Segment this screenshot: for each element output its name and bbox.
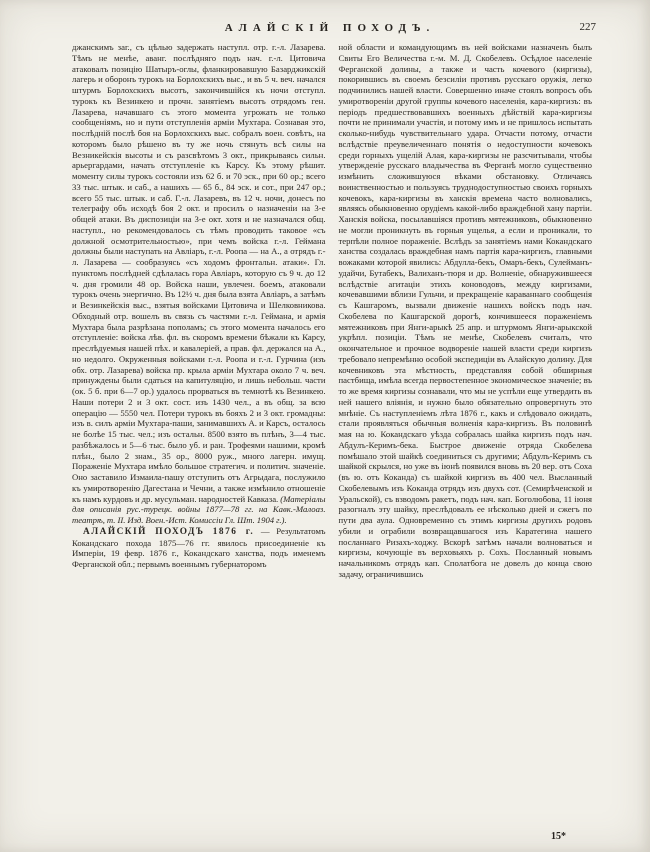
left-column: [72, 42, 326, 834]
signature-mark: 15*: [551, 831, 566, 842]
running-head: АЛАЙСКІЙ ПОХОДЪ.: [224, 22, 436, 34]
right-column-body-text: ной области и командующимъ въ ней войсками назначенъ былъ Свиты Его Величества г.-м. М. Д. Скобелевъ. Осѣдлое населеніе Ферганской долины, а также и часть кочевого (киргизы), покорившись въ своемъ безсиліи противъ русскаго оружія, легко подчинились нашей власти. Совершенно иначе стоялъ вопросъ объ умиротвореніи другой группы кочевого населенія, кара-киргизъ: въ періодъ предшествовавшихъ военныхъ дѣйствій кара-киргизы почти не принимали участія, и потому имъ и не пришлось испытать сколько-нибудь чувствительнаго удара. Отчасти потому, отчасти вслѣдствіе преувеличеннаго понятія о недоступности кочевокъ среди горныхъ ущелій Алая, кара-киргизы не разсчитывали, чтобы утвержденіе русскаго владычества въ Ферганѣ могло существенно измѣнить сложившуюся вѣками обстановку. Отличаясь воинственностью и пользуясь труднодоступностью своихъ горныхъ кочевокъ, кара-киргизы въ ханскія времена часто волновались, являясь обыкновенно орудіемъ какой-либо враждебной хану партіи. Ханскія войска, посылавшіяся противъ мятежниковъ, обыкновенно не могли проникнуть въ горныя ущелья, а если и проникали, то терпѣли полное пораженіе. Вслѣдъ за занятіемъ нами Кокандскаго ханства создалась враждебная намъ партія кара-киргизъ, главными вожаками которой явились: Абдулла-бекъ, Омаръ-бекъ, Сулейманъ-удайчи, Бутабекъ, Валиханъ-тюря и др. Волненіе, обнаружившееся вслѣдствіе агитаціи этихъ коноводовъ, между киргизами, кочевавшими вблизи Гульчи, и прекращеніе караваннаго сообщенія съ Кашгаромъ, вызвали движеніе нашихъ войскъ подъ нач. Скобелева по Кашгарской дорогѣ, кончившееся пораженіемъ мятежниковъ при Янги-арыкѣ 25 апр. и штурмомъ Янги-арыкской укрѣпл. позиціи. Тѣмъ не менѣе, Скобелевъ считалъ, что окончательное и прочное водвореніе нашей власти среди киргизъ требовало непремѣнно особой экспедиціи въ Алайскую долину. Для кочевниковъ эта мѣстность, представляя собой обширныя пастбища, имѣла всегда первостепенное экономическое значеніе; въ то же время киргизы сознавали, что мы не успѣли еще утвердить въ ней нашего вліянія, и нужно было обязательно опровергнуть это мнѣніе. Съ наступленіемъ лѣта 1876 г., какъ и слѣдовало ожидать, стали проявляться обычныя волненія кара-киргизъ. Въ половинѣ мая на ю. Кокандскаго уѣзда собралась шайка киргизъ подъ нач. Абдулъ-Керимъ-бека. Быстрое движеніе отряда Скобелева помѣшало этой шайкѣ соединиться съ другими; Абдулъ-Керимъ съ шайкой скрылся, но уже въ іюнѣ появился вновь въ 20 вер. отъ Соха (въ ю. отъ Коканда) съ шайкой киргизъ въ 400 чел. Высланный Скобелевымъ изъ Коканда отрядъ изъ двухъ сот. (Семирѣченской и Уральской), съ взводомъ ракетъ, подъ нач. кап. Боголюбова, 11 іюня разогналъ эту шайку, преслѣдовалъ ее нѣсколько дней и сжегъ по пути два аула. Одновременно съ этимъ киргизы другихъ родовъ убили и ограбили возвращавшагося изъ Каратегина нашего посланнаго Ризахъ-ходжу. Вскорѣ затѣмъ начали волноваться и киргизы, кочующіе въ верховьяхъ р. Сохъ. Посланный новымъ начальникомъ отрядъ кап. Сполатбога не довелъ до конца свою задачу, ограничившись: [338, 42, 592, 579]
right-column-paragraph: [339, 42, 593, 580]
page-number: 227: [579, 21, 596, 33]
right-column: [339, 42, 593, 834]
article-heading: АЛАЙСКІЙ ПОХОДЪ 1876 г.: [83, 526, 255, 537]
article-start-text: — Результатомъ Кокандскаго похода 1875—76 гг. явилось присоединеніе къ Имперіи, 19 февр. 1876 г., Кокандскаго ханства, подъ именемъ Ферганской обл.; первымъ военнымъ губернаторомъ: [72, 525, 326, 569]
source-citation: (Матеріалы для описанія рус.-турецк. войны 1877—78 гг. на Кавк.-Малоаз. театрѣ, т. II. Изд. Воен.-Ист. Комиссіи Гл. Шт. 1904 г.).: [72, 493, 326, 525]
new-article-paragraph: [72, 526, 326, 570]
left-column-body-text: джанскимъ заг., съ цѣлью задержать наступл. отр. г.-л. Лазарева. Тѣмъ не менѣе, аванг. послѣдняго подъ нач. г.-л. Цитовича атаковалъ позицію Шатыръ-оглы, фланкировавшую Базарджикскій лагерь и оборонъ турокъ на Борлохскихъ выс., и въ 5 ч. веч. начался штурмъ Борлохскихъ высотъ, закончившійся къ ночи отступл. турокъ къ Везинкею и прочн. занятіемъ высотъ отрядомъ ген. Лазарева, начавшаго съ этого момента угрожать не только сообщеніямъ, но и пути отступленія арміи Мухтара. Сознавая это, послѣдній послѣ боя на Борлохскихъ выс. собралъ воен. совѣтъ, на которомъ было рѣшено въ ту же ночь стянуть всѣ силы на Везникейскія высоты и съ разсвѣтомъ 3 окт., прикрываясь сильн. арьергардами, начать отступленіе къ Карсу. Къ этому рѣшит. моменту силы турокъ состояли изъ 62 б. и 70 эск., при 60 ор.; всего 33 тыс. штык. и саб., а нашихъ — 65 б., 84 эск. и сот., при 247 ор.; всего 55 тыс. штык. и саб. Г.-л. Лазаревъ, въ 12 ч. ночи, донесъ по телеграфу объ исходѣ боя 2 окт. и просилъ о назначеніи на 3-е общей атаки. Въ диспозиціи на 3-е окт. хотя и не назначался общ. наступл., но рекомендовалось съ тѣмъ проводить таковое «съ должной осмотрительностью», при чемъ войска г.-л. Геймана должны были наступать на Авліаръ, г.-л. Роопа — на А., а отрядъ г.-л. Лазарева — сообразуясь «съ ходомъ фронтальн. атаки». Гл. пунктомъ послѣдней сдѣлалась гора Авліаръ, которую съ 9 ч. до 12 ч. дня громили 48 ор. Войска наши, увлечен. боемъ, атаковали турокъ очень энергично. Въ 12½ ч. дня была взята Авліаръ, а затѣмъ и Везинкейскія выс., взятыя войсками Цитовича и Шелковникова. Обходный отр. вошелъ въ связь съ частями г.-л. Геймана, и армія Мухтара была разрѣзана пополамъ; съ этого момента началось его отступленіе: войска лѣв. фл. въ скоромъ времени бѣжали къ Карсу, преслѣдуемыя нашей пѣх. и кавалеріей, а прав. фл. держался на А., но недолго. Окруженныя войсками г.-л. Роопа и г.-л. Гурчина (изъ обх. отр. Лазарева) войска пр. крыла арміи Мухтара около 7 ч. веч. принуждены были сдаться на капитуляцію, и лишь небольш. части (ок. 5 б. при 6—7 ор.) удалось прорваться въ темнотѣ къ Везинкею. Наши потери 2 и 3 окт. сост. изъ 1430 чел., а въ общ. за всю операцію — 5550 чел. Потери турокъ въ бояхъ 2 и 3 окт. громадны: изъ в. силъ арміи Мухтара-паши, занимавшихъ А. и Карсъ, осталось не болѣе 15 тыс. чел.; изъ остальн. 8500 взято въ плѣнъ, 3—4 тыс. разбѣжалось и 5—6 тыс. было уб. и ран. Трофеями нашими, кромѣ плѣн., было 2 знам., 35 ор., 8000 руж., много лагерн. имущ. Пораженіе Мухтара имѣло большое стратегич. и политич. значеніе. Оно заставило Измаила-пашу отступить отъ Агрыдага, послужило къ умиротворенію Дагестана и Чечни, а также измѣнило отношеніе къ намъ курдовъ и др. мусульман. народностей Кавказа.: [72, 42, 326, 504]
left-column-paragraph: [72, 42, 326, 526]
text-columns: [72, 42, 592, 834]
